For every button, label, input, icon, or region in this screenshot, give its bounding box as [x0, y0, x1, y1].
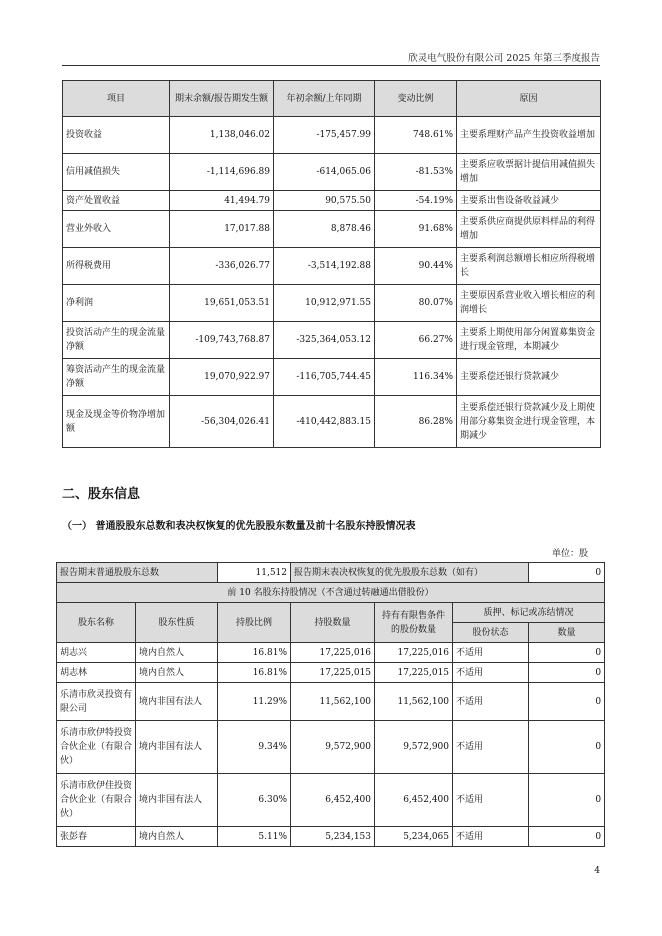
table-header-row	[63, 81, 601, 117]
shareholder-shares: 11,562,100	[291, 683, 375, 721]
row-item: 净利润	[63, 285, 170, 322]
col-header-shares: 持股数量	[291, 603, 375, 643]
shareholder-status: 不适用	[453, 774, 529, 827]
header-divider	[62, 65, 600, 66]
col-header-prior: 年初余额/上年同期	[274, 81, 375, 117]
row-reason: 主要系利润总额增长相应所得税增长	[457, 248, 601, 285]
col-header-ratio: 变动比例	[375, 81, 457, 117]
shareholder-qty: 0	[529, 663, 605, 683]
shareholder-status: 不适用	[453, 683, 529, 721]
row-item: 现金及现金等价物净增加额	[63, 396, 170, 448]
row-reason: 主要系偿还银行贷款减少	[457, 359, 601, 396]
col-header-reason: 原因	[457, 81, 601, 117]
section-title: 二、股东信息	[62, 487, 141, 502]
unit-label: 单位：股	[551, 549, 588, 559]
table-row	[57, 663, 605, 683]
shareholder-ratio: 5.11%	[218, 827, 291, 847]
shareholder-nature: 境内自然人	[136, 663, 218, 683]
shareholder-restricted: 17,225,016	[375, 643, 453, 663]
row-ratio: 66.27%	[375, 322, 457, 359]
row-ratio: -81.53%	[375, 154, 457, 191]
table-row	[63, 191, 601, 211]
shareholder-restricted: 17,225,015	[375, 663, 453, 683]
row-current: 41,494.79	[170, 191, 274, 211]
row-ratio: 748.61%	[375, 117, 457, 154]
col-header-name: 股东名称	[57, 603, 136, 643]
row-current: -1,114,696.89	[170, 154, 274, 191]
shareholder-ratio: 9.34%	[218, 721, 291, 774]
shareholder-name: 乐清市欣灵投资有限公司	[57, 683, 136, 721]
table-row	[63, 396, 601, 448]
col-header-restricted: 持有有限售条件的股份数量	[375, 603, 453, 643]
row-item: 营业外收入	[63, 211, 170, 248]
table-row	[63, 211, 601, 248]
shareholder-name: 张彭春	[57, 827, 136, 847]
shareholder-shares: 17,225,016	[291, 643, 375, 663]
shareholder-shares: 6,452,400	[291, 774, 375, 827]
row-current: -109,743,768.87	[170, 322, 274, 359]
row-prior: -410,442,883.15	[274, 396, 375, 448]
row-prior: -325,364,053.12	[274, 322, 375, 359]
shareholder-restricted: 9,572,900	[375, 721, 453, 774]
shareholder-nature: 境内非国有法人	[136, 721, 218, 774]
section-subtitle: （一） 普通股股东总数和表决权恢复的优先股股东数量及前十名股东持股情况表	[62, 521, 416, 532]
shareholder-ratio: 11.29%	[218, 683, 291, 721]
row-item: 信用减值损失	[63, 154, 170, 191]
col-header-current: 期末余额/报告期发生额	[170, 81, 274, 117]
row-current: 19,651,053.51	[170, 285, 274, 322]
row-ratio: 80.07%	[375, 285, 457, 322]
total-shareholders-value: 11,512	[218, 563, 291, 583]
row-current: 19,070,922.97	[170, 359, 274, 396]
row-reason: 主要系出售设备收益减少	[457, 191, 601, 211]
row-current: -336,026.77	[170, 248, 274, 285]
shareholder-name: 胡志兴	[57, 643, 136, 663]
shareholder-qty: 0	[529, 774, 605, 827]
row-current: -56,304,026.41	[170, 396, 274, 448]
total-shareholders-label: 报告期末普通股股东总数	[57, 563, 218, 583]
shareholder-nature: 境内非国有法人	[136, 774, 218, 827]
shareholder-name: 乐清市欣伊佳投资合伙企业（有限合伙）	[57, 774, 136, 827]
shareholder-shares: 5,234,153	[291, 827, 375, 847]
table-row	[57, 721, 605, 774]
shareholders-table	[56, 562, 605, 847]
table-row	[63, 285, 601, 322]
row-reason: 主要系应收票据计提信用减值损失增加	[457, 154, 601, 191]
report-header-title: 欣灵电气股份有限公司 2025 年第三季度报告	[408, 53, 600, 64]
table-row	[57, 683, 605, 721]
row-item: 资产处置收益	[63, 191, 170, 211]
row-reason: 主要系理财产品产生投资收益增加	[457, 117, 601, 154]
row-ratio: 86.28%	[375, 396, 457, 448]
row-prior: -3,514,192.88	[274, 248, 375, 285]
row-item: 投资活动产生的现金流量净额	[63, 322, 170, 359]
row-prior: -175,457.99	[274, 117, 375, 154]
table-row	[57, 827, 605, 847]
row-ratio: 90.44%	[375, 248, 457, 285]
shareholder-shares: 9,572,900	[291, 721, 375, 774]
shareholder-status: 不适用	[453, 663, 529, 683]
table-row	[63, 248, 601, 285]
col-header-nature: 股东性质	[136, 603, 218, 643]
shareholder-qty: 0	[529, 643, 605, 663]
row-reason: 主要系供应商提供原料样品的利得增加	[457, 211, 601, 248]
table-row	[63, 117, 601, 154]
col-header-item: 项目	[63, 81, 170, 117]
row-prior: -614,065.06	[274, 154, 375, 191]
table-row	[63, 322, 601, 359]
shareholder-restricted: 5,234,065	[375, 827, 453, 847]
shareholder-qty: 0	[529, 683, 605, 721]
table-header-row	[57, 603, 605, 623]
shareholder-nature: 境内自然人	[136, 827, 218, 847]
table-row	[63, 154, 601, 191]
shareholder-nature: 境内非国有法人	[136, 683, 218, 721]
shareholder-ratio: 16.81%	[218, 643, 291, 663]
col-header-status: 股份状态	[453, 623, 529, 643]
table-row	[63, 359, 601, 396]
row-reason: 主要系偿还银行贷款减少及上期使用部分募集资金进行现金管理，本期减少	[457, 396, 601, 448]
row-current: 17,017.88	[170, 211, 274, 248]
table-row	[57, 774, 605, 827]
row-reason: 主要系上期使用部分闲置募集资金进行现金管理，本期减少	[457, 322, 601, 359]
shareholder-restricted: 11,562,100	[375, 683, 453, 721]
row-prior: 8,878.46	[274, 211, 375, 248]
page-number: 4	[594, 866, 600, 876]
col-header-ratio: 持股比例	[218, 603, 291, 643]
summary-row	[57, 563, 605, 583]
preferred-shareholders-label: 报告期末表决权恢复的优先股股东总数（如有）	[291, 563, 529, 583]
row-ratio: -54.19%	[375, 191, 457, 211]
shareholder-name: 胡志林	[57, 663, 136, 683]
row-item: 筹资活动产生的现金流量净额	[63, 359, 170, 396]
shareholder-qty: 0	[529, 827, 605, 847]
shareholder-ratio: 6.30%	[218, 774, 291, 827]
preferred-shareholders-value: 0	[529, 563, 605, 583]
shareholder-restricted: 6,452,400	[375, 774, 453, 827]
row-current: 1,138,046.02	[170, 117, 274, 154]
shareholder-status: 不适用	[453, 827, 529, 847]
shareholder-shares: 17,225,015	[291, 663, 375, 683]
shareholder-name: 乐清市欣伊特投资合伙企业（有限合伙）	[57, 721, 136, 774]
row-ratio: 116.34%	[375, 359, 457, 396]
row-item: 所得税费用	[63, 248, 170, 285]
shareholder-status: 不适用	[453, 721, 529, 774]
row-prior: -116,705,744.45	[274, 359, 375, 396]
shareholder-nature: 境内自然人	[136, 643, 218, 663]
shareholder-ratio: 16.81%	[218, 663, 291, 683]
shareholder-qty: 0	[529, 721, 605, 774]
table-row	[57, 643, 605, 663]
row-item: 投资收益	[63, 117, 170, 154]
shareholder-status: 不适用	[453, 643, 529, 663]
top10-title-row	[57, 583, 605, 603]
row-prior: 90,575.50	[274, 191, 375, 211]
col-header-qty: 数量	[529, 623, 605, 643]
row-reason: 主要原因系营业收入增长相应的利润增长	[457, 285, 601, 322]
row-prior: 10,912,971.55	[274, 285, 375, 322]
financial-changes-table	[62, 80, 601, 448]
top10-title: 前 10 名股东持股情况（不含通过转融通出借股份）	[57, 583, 605, 603]
col-header-pledge: 质押、标记或冻结情况	[453, 603, 605, 623]
row-ratio: 91.68%	[375, 211, 457, 248]
